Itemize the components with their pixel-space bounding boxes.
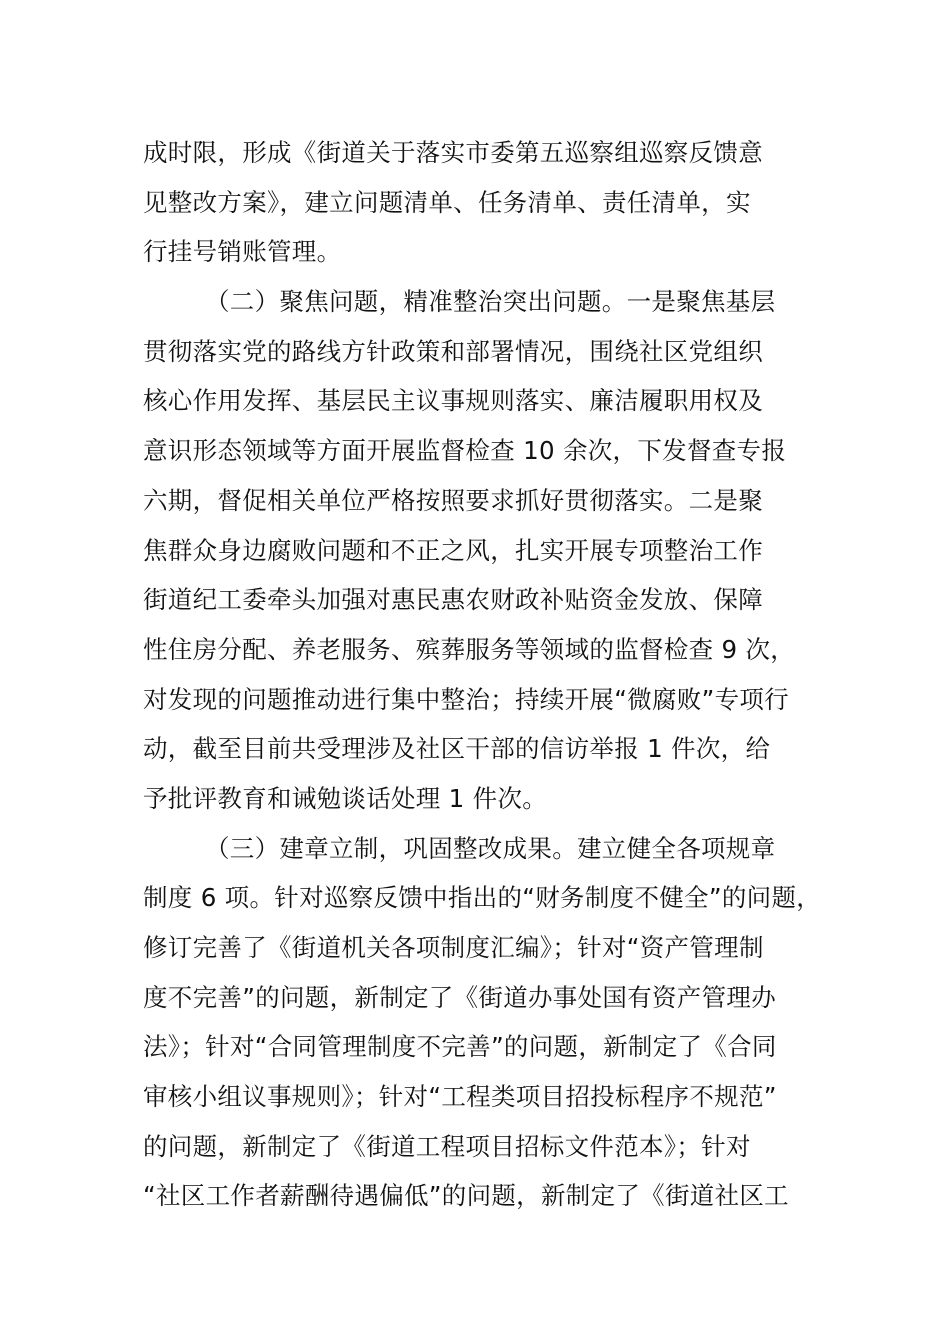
section-heading-line: （三）建章立制，巩固整改成果。建立健全各项规章 (205, 833, 776, 863)
text-line: “社区工作者薪酬待遇偏低”的问题，新制定了《街道社区工 (143, 1181, 789, 1211)
text-line: 制度 6 项。针对巡察反馈中指出的“财务制度不健全”的问题， (143, 883, 822, 913)
text-line: 贯彻落实党的路线方针政策和部署情况，围绕社区党组织 (143, 336, 763, 366)
text-line: 焦群众身边腐败问题和不正之风，扎实开展专项整治工作 (143, 535, 763, 565)
text-line: 行挂号销账管理。 (143, 237, 342, 267)
text-line: 意识形态领域等方面开展监督检查 10 余次，下发督查专报 (143, 436, 787, 466)
text-line: 见整改方案》，建立问题清单、任务清单、责任清单，实 (143, 187, 751, 217)
text-line: 动，截至目前共受理涉及社区干部的信访举报 1 件次，给 (143, 734, 771, 764)
text-line: 成时限，形成《街道关于落实市委第五巡察组巡察反馈意 (143, 138, 763, 167)
text-line: 六期，督促相关单位严格按照要求抓好贯彻落实。二是聚 (143, 485, 763, 515)
text-line: 核心作用发挥、基层民主议事规则落实、廉洁履职用权及 (143, 386, 763, 416)
text-line: 度不完善”的问题，新制定了《街道办事处国有资产管理办 (143, 982, 776, 1012)
text-line: 街道纪工委牵头加强对惠民惠农财政补贴资金发放、保障 (143, 585, 763, 615)
text-line: 对发现的问题推动进行集中整治；持续开展“微腐败”专项行 (143, 684, 789, 714)
text-line: 予批评教育和诫勉谈话处理 1 件次。 (143, 783, 548, 813)
document-body (143, 128, 843, 1221)
text-line: 性住房分配、养老服务、殡葬服务等领域的监督检查 9 次， (143, 634, 796, 664)
section-heading-line: （二）聚焦问题，精准整治突出问题。一是聚焦基层 (205, 287, 776, 317)
text-line: 审核小组议事规则》；针对“工程类项目招投标程序不规范” (143, 1082, 777, 1112)
text-line: 修订完善了《街道机关各项制度汇编》；针对“资产管理制 (143, 933, 764, 962)
text-line: 法》；针对“合同管理制度不完善”的问题，新制定了《合同 (143, 1032, 777, 1062)
text-line: 的问题，新制定了《街道工程项目招标文件范本》；针对 (143, 1131, 751, 1161)
